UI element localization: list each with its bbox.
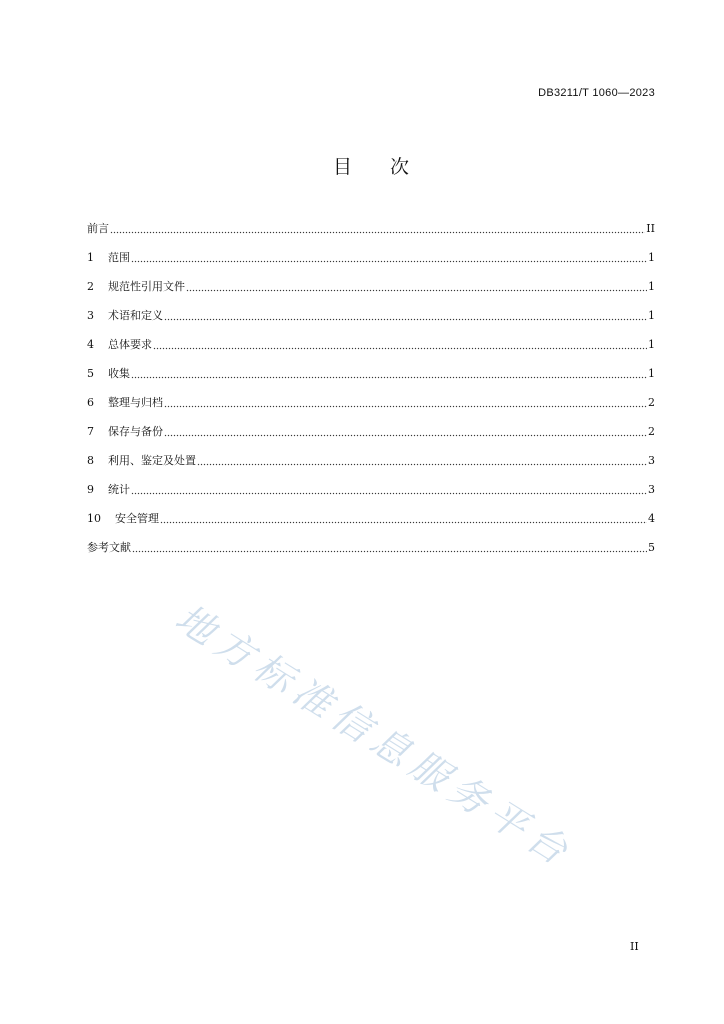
- toc-entry-label: 利用、鉴定及处置: [108, 454, 196, 467]
- toc-entry-page: 5: [648, 541, 655, 554]
- toc-entry-page: 3: [648, 454, 655, 467]
- toc-leader-dots: [153, 347, 647, 350]
- toc-entry-number: 9: [87, 483, 94, 496]
- toc-leader-dots: [164, 434, 647, 437]
- toc-entry-statistics: [87, 475, 655, 504]
- toc-entry-label: 范围: [108, 251, 130, 264]
- toc-entry-page: 1: [648, 338, 655, 351]
- toc-leader-dots: [131, 376, 647, 379]
- toc-leader-dots: [131, 492, 647, 495]
- toc-entry-page: 3: [648, 483, 655, 496]
- toc-entry-number: 4: [87, 338, 94, 351]
- page-title: 目 次: [333, 156, 410, 178]
- toc-leader-dots: [110, 231, 645, 234]
- toc-entry-page: 1: [648, 251, 655, 264]
- toc-entry-page: 1: [648, 309, 655, 322]
- document-code: DB3211/T 1060—2023: [538, 87, 655, 99]
- toc-entry-label: 总体要求: [108, 338, 152, 351]
- toc-entry-number: 8: [87, 454, 94, 467]
- toc-leader-dots: [197, 463, 647, 466]
- toc-entry-scope: [87, 243, 655, 272]
- toc-leader-dots: [164, 318, 647, 321]
- toc-entry-security-management: [87, 504, 655, 533]
- toc-entry-terms-definitions: [87, 301, 655, 330]
- table-of-contents: [87, 214, 655, 562]
- toc-entry-number: 3: [87, 309, 94, 322]
- toc-entry-label: 整理与归档: [108, 396, 163, 409]
- toc-entry-use-appraisal-disposal: [87, 446, 655, 475]
- toc-entry-storage-backup: [87, 417, 655, 446]
- toc-entry-number: 7: [87, 425, 94, 438]
- toc-leader-dots: [160, 521, 647, 524]
- toc-entry-page: 2: [648, 396, 655, 409]
- toc-leader-dots: [186, 289, 647, 292]
- footer-page-number: II: [630, 940, 639, 953]
- toc-entry-number: 5: [87, 367, 94, 380]
- toc-entry-number: 2: [87, 280, 94, 293]
- toc-entry-page: 2: [648, 425, 655, 438]
- toc-entry-collection: [87, 359, 655, 388]
- toc-entry-label: 保存与备份: [108, 425, 163, 438]
- toc-entry-label: 术语和定义: [108, 309, 163, 322]
- toc-entry-page: 4: [648, 512, 655, 525]
- toc-leader-dots: [164, 405, 647, 408]
- toc-entry-label: 前言: [87, 222, 109, 235]
- toc-entry-arrangement-filing: [87, 388, 655, 417]
- toc-entry-number: 10: [87, 512, 101, 525]
- toc-entry-foreword: [87, 214, 655, 243]
- toc-leader-dots: [132, 550, 647, 553]
- toc-entry-number: 6: [87, 396, 94, 409]
- toc-entry-bibliography: [87, 533, 655, 562]
- toc-entry-page: 1: [648, 280, 655, 293]
- toc-entry-page: II: [646, 222, 655, 235]
- watermark-text: 地方标准信息服务平台: [167, 595, 582, 877]
- toc-entry-label: 统计: [108, 483, 130, 496]
- toc-entry-label: 收集: [108, 367, 130, 380]
- toc-entry-number: 1: [87, 251, 94, 264]
- toc-entry-general-requirements: [87, 330, 655, 359]
- toc-leader-dots: [131, 260, 647, 263]
- toc-entry-page: 1: [648, 367, 655, 380]
- toc-entry-label: 参考文献: [87, 541, 131, 554]
- toc-entry-normative-references: [87, 272, 655, 301]
- toc-entry-label: 安全管理: [115, 512, 159, 525]
- toc-entry-label: 规范性引用文件: [108, 280, 185, 293]
